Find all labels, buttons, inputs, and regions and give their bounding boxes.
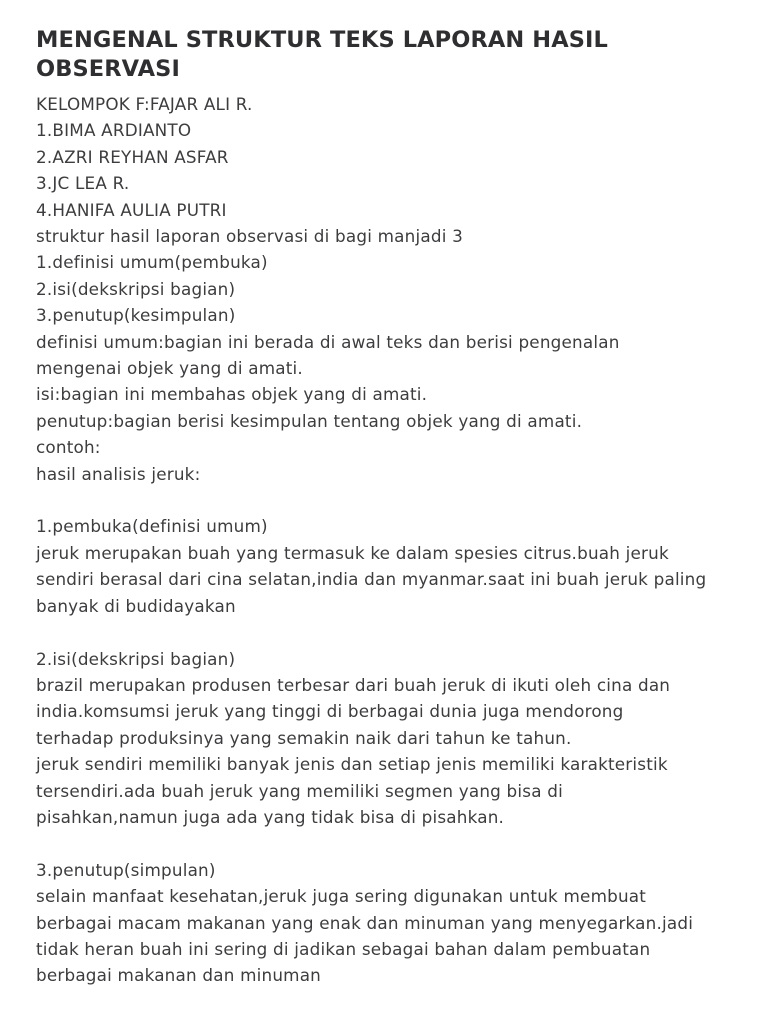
text-line: jeruk sendiri memiliki banyak jenis dan setiap jenis memiliki karakteristik [36,754,668,775]
text-line: brazil merupakan produsen terbesar dari buah jeruk di ikuti oleh cina dan [36,674,671,695]
text-line: 4.HANIFA AULIA PUTRI [36,199,227,220]
page-title [36,26,746,84]
section-heading: 1.pembuka(definisi umum) [36,516,268,537]
text-line: hasil analisis jeruk: [36,463,201,484]
text-line: 3.penutup(kesimpulan) [36,305,236,326]
text-line: banyak di budidayakan [36,595,236,616]
title-line: OBSERVASI [36,56,180,82]
text-line: berbagai macam makanan yang enak dan minuman yang menyegarkan.jadi [36,912,694,933]
text-line: selain manfaat kesehatan,jeruk juga sering digunakan untuk membuat [36,886,647,907]
section-heading: 3.penutup(simpulan) [36,859,216,880]
title-line: MENGENAL STRUKTUR TEKS LAPORAN HASIL [36,27,608,53]
text-line: 2.isi(dekskripsi bagian) [36,278,236,299]
blank-line [36,619,746,645]
text-line: definisi umum:bagian ini berada di awal teks dan berisi pengenalan [36,331,620,352]
text-line: 1.definisi umum(pembuka) [36,252,268,273]
note-page [36,26,746,989]
text-line: jeruk merupakan buah yang termasuk ke dalam spesies citrus.buah jeruk [36,542,669,563]
text-line: penutup:bagian berisi kesimpulan tentang objek yang di amati. [36,410,583,431]
text-line: struktur hasil laporan observasi di bagi manjadi 3 [36,226,463,247]
blank-line [36,830,746,856]
text-line: tersendiri.ada buah jeruk yang memiliki segmen yang bisa di [36,780,563,801]
text-line: isi:bagian ini membahas objek yang di amati. [36,384,428,405]
text-line: india.komsumsi jeruk yang tinggi di berbagai dunia juga mendorong [36,701,624,722]
text-line: 2.AZRI REYHAN ASFAR [36,146,229,167]
note-body [36,91,746,989]
section-heading: 2.isi(dekskripsi bagian) [36,648,236,669]
text-line: 3.JC LEA R. [36,173,130,194]
text-line: tidak heran buah ini sering di jadikan sebagai bahan dalam pembuatan [36,938,651,959]
text-line: terhadap produksinya yang semakin naik dari tahun ke tahun. [36,727,572,748]
text-line: contoh: [36,437,101,458]
text-line: sendiri berasal dari cina selatan,india dan myanmar.saat ini buah jeruk paling [36,569,707,590]
text-line: 1.BIMA ARDIANTO [36,120,192,141]
text-line: pisahkan,namun juga ada yang tidak bisa di pisahkan. [36,806,505,827]
text-line: berbagai makanan dan minuman [36,965,322,986]
blank-line [36,487,746,513]
text-line: KELOMPOK F:FAJAR ALI R. [36,94,253,114]
text-line: mengenai objek yang di amati. [36,358,303,379]
